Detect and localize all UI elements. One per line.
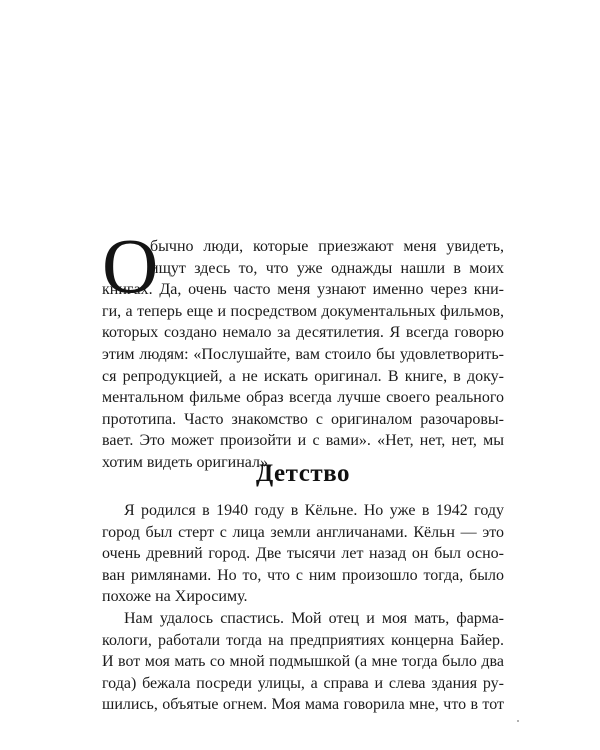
text-line: года) бежала посреди улицы, а справа и слева здания ру- [102,674,504,692]
text-line: ментальном фильме образ всегда лучше своего реального [102,389,504,407]
text-line: Нам удалось спастись. Мой отец и моя мать, фарма- [124,609,504,627]
text-line: ван римлянами. Но то, что с ним произошло тогда, было [102,566,504,584]
text-line: этим людям: «Послушайте, вам стоило бы удовлетворить- [102,345,504,363]
text-line: книгах. Да, очень часто меня узнают именно через кни- [102,281,504,299]
text-line: шились, объятые огнем. Моя мама говорила мне, что в тот [102,696,504,714]
intro-paragraph [102,222,504,474]
text-line: бычно люди, которые приезжают меня увидеть, [150,238,504,255]
text-line: ги, а теперь еще и посредством документальных фильмов, [102,302,504,320]
text-line: похоже на Хиросиму. [102,588,248,606]
text-line: ся репродукцией, а не искать оригинал. В книге, в доку- [102,367,504,385]
text-line: кологи, работали тогда на предприятиях концерна Байер. [102,631,504,649]
scan-speck [517,720,519,722]
text-line: хотим видеть оригинал». [102,453,272,471]
section-body [102,500,504,716]
text-line: И вот моя мать со мной подмышкой (а мне тогда было два [102,653,504,671]
text-line: Я родился в 1940 году в Кёльне. Но уже в 1942 году [124,502,504,519]
text-line: ищут здесь то, что уже однажды нашли в моих [150,259,504,277]
text-line: город был стерт с лица земли англичанами. Кёльн — это [102,523,504,541]
text-line: которых создано немало за десятилетия. Я всегда говорю [102,324,504,342]
text-line: вает. Это может произойти и с вами». «Нет, нет, нет, мы [102,432,504,450]
drop-cap: О [102,222,159,309]
text-line: очень древний город. Две тысячи лет назад он был осно- [102,545,504,563]
section-heading: Детство [256,460,350,487]
text-line: прототипа. Часто знакомство с оригиналом разочаровы- [102,410,504,428]
